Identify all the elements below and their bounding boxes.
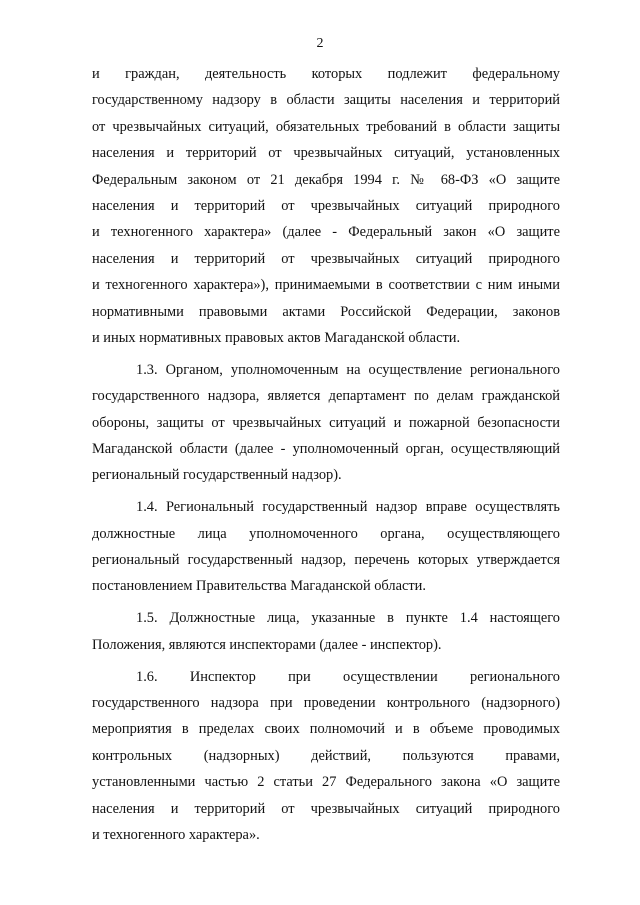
text-line: Положения, являются инспекторами (далее - инспектор). <box>92 636 442 653</box>
text-line: населения и территорий от чрезвычайных ситуаций природного <box>92 197 560 214</box>
text-line: обороны, защиты от чрезвычайных ситуаций и пожарной безопасности <box>92 414 560 431</box>
page-number: 2 <box>316 36 324 51</box>
text-line: 1.3. Органом, уполномоченным на осуществление регионального <box>136 361 560 378</box>
text-line: мероприятия в пределах своих полномочий и в объеме проводимых <box>92 721 560 738</box>
text-line: Магаданской области (далее - уполномоченный орган, осуществляющий <box>92 440 560 457</box>
document-body <box>92 61 560 848</box>
text-line: государственного надзора, является департамент по делам гражданской <box>92 388 560 405</box>
text-line: и иных нормативных правовых актов Магаданской области. <box>92 329 461 346</box>
paragraph <box>92 605 560 658</box>
text-line: контрольных (надзорных) действий, пользуются правами, <box>92 747 560 764</box>
text-line: 1.5. Должностные лица, указанные в пункте 1.4 настоящего <box>136 610 560 627</box>
text-line: и техногенного характера» (далее - Федеральный закон «О защите <box>92 224 560 241</box>
paragraph <box>92 357 560 489</box>
text-line: 1.4. Региональный государственный надзор вправе осуществлять <box>136 499 560 516</box>
paragraph <box>92 664 560 849</box>
text-line: и техногенного характера». <box>92 826 260 843</box>
paragraph <box>92 61 560 351</box>
text-line: региональный государственный надзор, перечень которых утверждается <box>92 552 560 569</box>
text-line: должностные лица уполномоченного органа, осуществляющего <box>92 525 560 542</box>
text-line: 1.6. Инспектор при осуществлении регионального <box>136 668 560 685</box>
text-line: населения и территорий от чрезвычайных ситуаций, установленных <box>92 145 560 162</box>
text-line: нормативными правовыми актами Российской Федерации, законов <box>92 303 560 320</box>
text-line: региональный государственный надзор). <box>92 467 342 484</box>
text-line: населения и территорий от чрезвычайных ситуаций природного <box>92 250 560 267</box>
text-line: установленными частью 2 статьи 27 Федерального закона «О защите <box>92 774 560 791</box>
text-line: и граждан, деятельность которых подлежит федеральному <box>92 66 560 82</box>
text-line: государственного надзора при проведении контрольного (надзорного) <box>92 694 560 711</box>
text-line: и техногенного характера»), принимаемыми в соответствии с ним иными <box>92 277 560 294</box>
paragraph <box>92 494 560 600</box>
text-line: от чрезвычайных ситуаций, обязательных требований в области защиты <box>92 118 560 135</box>
text-line: Федеральным законом от 21 декабря 1994 г. № 68-ФЗ «О защите <box>92 171 560 188</box>
text-line: государственному надзору в области защиты населения и территорий <box>92 92 560 109</box>
text-line: населения и территорий от чрезвычайных ситуаций природного <box>92 800 560 817</box>
text-line: постановлением Правительства Магаданской области. <box>92 578 426 595</box>
